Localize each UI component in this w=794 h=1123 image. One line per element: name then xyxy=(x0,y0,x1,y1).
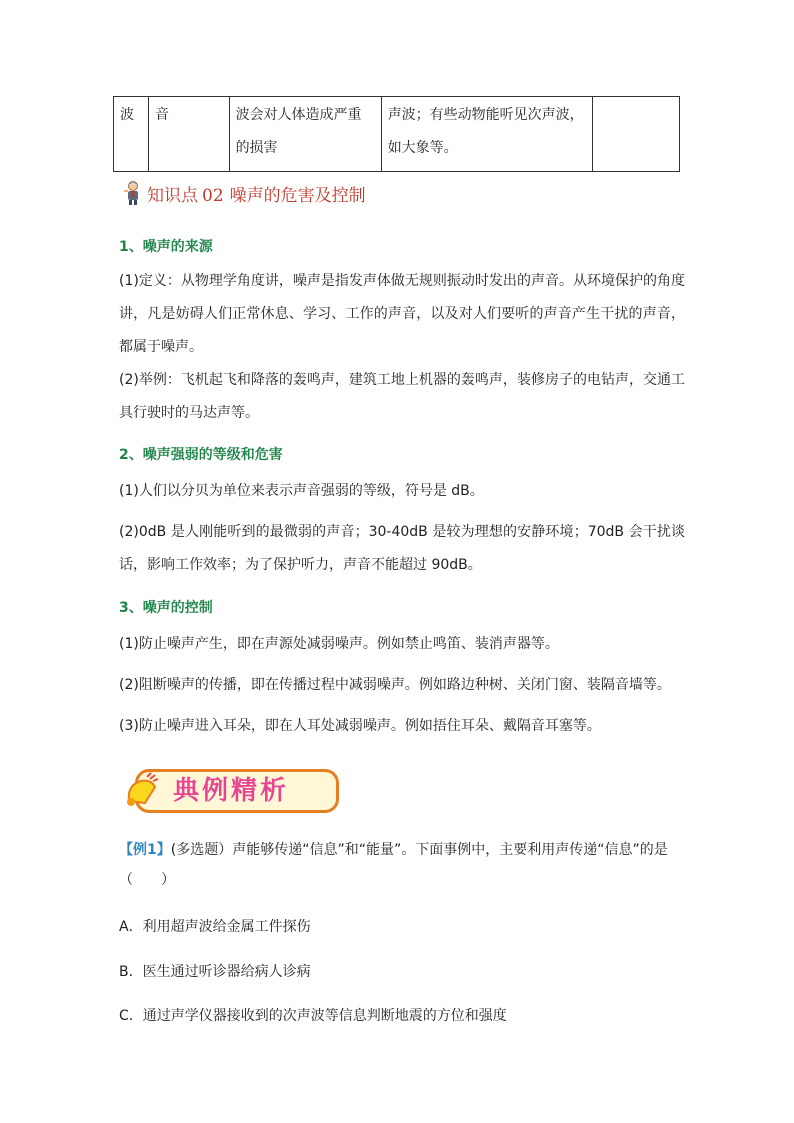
knowledge-point-title xyxy=(147,181,366,206)
property-table xyxy=(113,96,680,172)
paragraph: (3)防止噪声进入耳朵，即在人耳处减弱噪声。例如捂住耳朵、戴隔音耳塞等。 xyxy=(119,718,601,734)
example-text: (多选题）声能够传递“信息”和“能量”。下面事例中，主要利用声传递“信息”的是 xyxy=(170,842,668,858)
banner-title: 典例精析 xyxy=(173,776,290,806)
example-question xyxy=(119,835,685,895)
paragraph: (2)阻断噪声的传播，即在传播过程中减弱噪声。例如路边种树、关闭门窗、装隔音墙等。 xyxy=(119,677,671,693)
bell-icon xyxy=(121,771,161,815)
table-cell: 音 xyxy=(148,97,229,172)
example-banner xyxy=(121,765,337,813)
section-heading-2: 2、噪声强弱的等级和危害 xyxy=(119,447,283,463)
paragraph: (1)防止噪声产生，即在声源处减弱噪声。例如禁止鸣笛、装消声器等。 xyxy=(119,636,559,652)
option-a: A．利用超声波给金属工件探伤 xyxy=(119,919,311,935)
table-cell xyxy=(593,97,680,172)
paragraph: (2)举例：飞机起飞和降落的轰鸣声，建筑工地上机器的轰鸣声，装修房子的电钻声，交通工具行驶时的马达声等。 xyxy=(119,372,685,421)
paragraph: (1)人们以分贝为单位来表示声音强弱的等级，符号是 dB。 xyxy=(119,483,484,499)
table-row xyxy=(114,97,680,172)
table-cell: 波会对人体造成严重的损害 xyxy=(229,97,381,172)
option-c: C．通过声学仪器接收到的次声波等信息判断地震的方位和强度 xyxy=(119,1008,507,1024)
knowledge-point-number: 02 xyxy=(202,185,224,206)
table-cell: 波 xyxy=(114,97,149,172)
paragraph: (1)定义：从物理学角度讲，噪声是指发声体做无规则振动时发出的声音。从环境保护的角度讲，凡是妨碍人们正常休息、学习、工作的声音，以及对人们要听的声音产生干扰的声音，都属于噪声。 xyxy=(119,273,685,355)
teacher-icon xyxy=(123,180,143,206)
knowledge-point-name: 噪声的危害及控制 xyxy=(229,185,366,206)
example-tag: 【例1】 xyxy=(119,842,171,858)
section-heading-3: 3、噪声的控制 xyxy=(119,600,213,616)
table-cell: 声波；有些动物能听见次声波，如大象等。 xyxy=(381,97,593,172)
knowledge-point-heading xyxy=(123,179,366,207)
answer-blank: （ ） xyxy=(119,872,175,888)
knowledge-point-prefix: 知识点 xyxy=(147,185,198,206)
option-b: B．医生通过听诊器给病人诊病 xyxy=(119,964,311,980)
paragraph: (2)0dB 是人刚能听到的最微弱的声音；30-40dB 是较为理想的安静环境；70dB 会干扰谈话，影响工作效率；为了保护听力，声音不能超过 90dB。 xyxy=(119,524,685,573)
section-heading-1: 1、噪声的来源 xyxy=(119,239,213,255)
